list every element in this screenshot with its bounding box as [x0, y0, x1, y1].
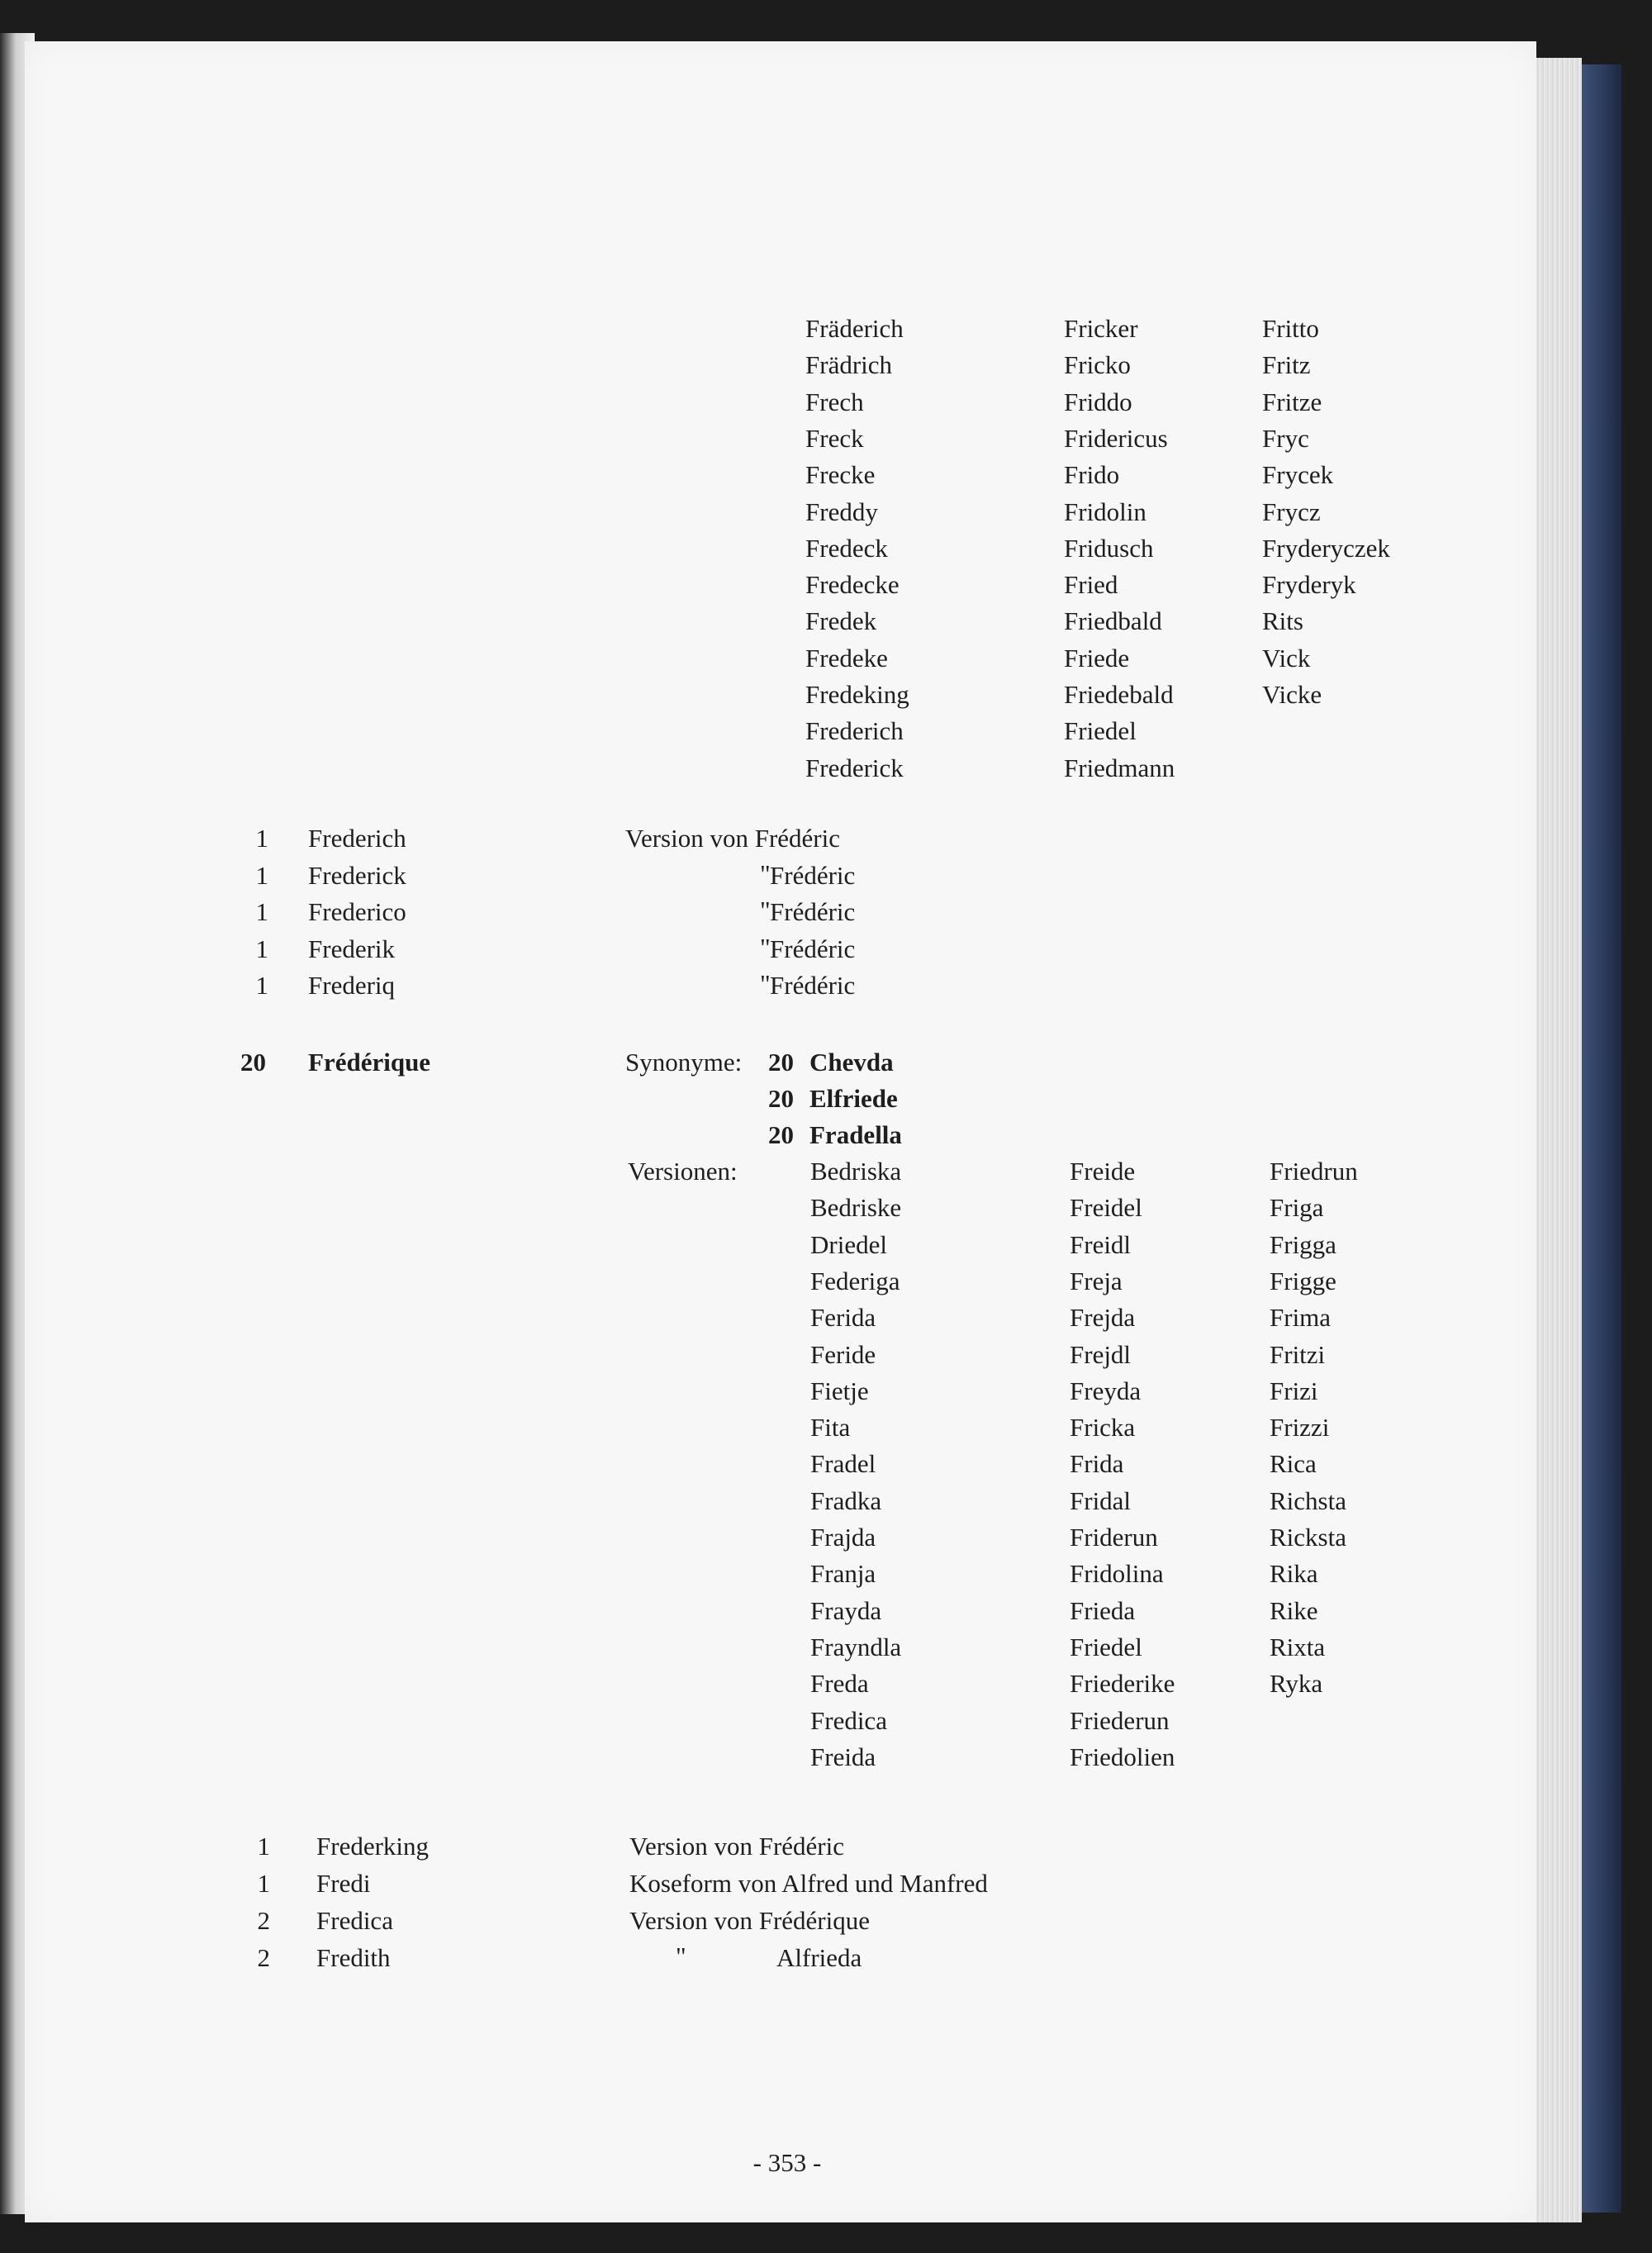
- ditto-mark: ": [760, 969, 771, 998]
- ditto-mark: ": [676, 1942, 686, 1970]
- version-name: Fricka: [1070, 1413, 1136, 1443]
- name-entry: Fridusch: [1064, 533, 1154, 563]
- version-name: Richsta: [1270, 1485, 1346, 1515]
- page-number: - 353 -: [752, 2148, 822, 2177]
- name-count: 1: [255, 971, 268, 1000]
- name-entry: Fryderyk: [1262, 570, 1356, 600]
- name-description: Alfrieda: [776, 1943, 862, 1972]
- page-stack-edge: [1536, 58, 1582, 2222]
- name-entry: Friedbald: [1064, 606, 1162, 636]
- version-name: Freide: [1070, 1157, 1136, 1186]
- version-name: Rike: [1270, 1595, 1318, 1625]
- name-entry: Fried: [1064, 570, 1118, 600]
- version-name: Friedolien: [1070, 1742, 1175, 1771]
- version-name: Franja: [810, 1559, 876, 1589]
- book-cover-edge: [1582, 64, 1621, 2213]
- name-description: Version von Frédéric: [625, 824, 840, 853]
- version-name: Friederun: [1070, 1705, 1170, 1735]
- version-name: Fietje: [810, 1376, 869, 1405]
- version-name: Rika: [1270, 1559, 1318, 1589]
- name-description: Frédéric: [770, 897, 856, 926]
- name-entry: Frädrich: [805, 350, 893, 380]
- version-name: Frieda: [1070, 1595, 1136, 1625]
- name-count: 20: [240, 1048, 266, 1077]
- name-entry: Fryc: [1262, 423, 1309, 453]
- version-name: Fritzi: [1270, 1339, 1326, 1369]
- versions-label: Versionen:: [628, 1157, 738, 1186]
- name-headword: Fredica: [316, 1906, 393, 1935]
- name-entry: Fredek: [805, 606, 877, 636]
- name-entry: Frido: [1064, 460, 1120, 490]
- name-entry: Fritze: [1262, 387, 1322, 416]
- ditto-mark: ": [760, 896, 771, 924]
- name-entry: Frecke: [805, 460, 876, 490]
- name-count: 1: [255, 897, 268, 926]
- version-name: Ricksta: [1270, 1523, 1346, 1552]
- name-headword: Frederiq: [308, 971, 396, 1000]
- name-headword: Fredi: [316, 1869, 371, 1898]
- version-name: Freja: [1070, 1266, 1123, 1295]
- synonym-count: 20: [768, 1048, 794, 1077]
- version-name: Frigga: [1270, 1229, 1336, 1259]
- ditto-mark: ": [760, 932, 771, 962]
- name-count: 2: [257, 1943, 270, 1972]
- name-count: 1: [257, 1869, 270, 1898]
- name-entry: Vicke: [1262, 680, 1322, 709]
- version-name: Bedriska: [810, 1157, 902, 1186]
- name-headword: Fredith: [316, 1943, 391, 1972]
- name-entry: Frederick: [805, 753, 904, 782]
- name-entry: Frycz: [1262, 497, 1321, 526]
- version-name: Friderun: [1070, 1523, 1158, 1552]
- ditto-mark: ": [760, 858, 771, 888]
- version-name: Rica: [1270, 1449, 1317, 1479]
- name-entry: Fricker: [1064, 314, 1138, 343]
- name-headword: Frederik: [308, 934, 396, 963]
- name-entry: Friedmann: [1064, 753, 1175, 782]
- version-name: Frizzi: [1270, 1413, 1330, 1443]
- name-description: Frédéric: [770, 860, 856, 890]
- synonym-name: Fradella: [809, 1120, 902, 1149]
- name-entry: Freck: [805, 423, 864, 453]
- name-entry: Fredeke: [805, 643, 888, 673]
- name-headword: Frederich: [308, 824, 406, 853]
- name-entry: Fredeck: [805, 533, 888, 563]
- synonym-name: Chevda: [809, 1048, 894, 1077]
- version-name: Ferida: [810, 1303, 876, 1333]
- name-count: 1: [255, 860, 268, 890]
- version-name: Frigge: [1270, 1266, 1336, 1295]
- version-name: Freda: [810, 1669, 869, 1699]
- name-entry: Rits: [1262, 606, 1303, 636]
- version-name: Rixta: [1270, 1632, 1326, 1661]
- version-name: Friederike: [1070, 1669, 1175, 1699]
- name-entry: Frederich: [805, 716, 904, 746]
- version-name: Frejda: [1070, 1303, 1136, 1333]
- version-name: Frayda: [810, 1595, 882, 1625]
- name-entry: Frech: [805, 387, 864, 416]
- version-name: Fridal: [1070, 1485, 1132, 1515]
- name-count: 2: [257, 1906, 270, 1935]
- name-count: 1: [255, 934, 268, 963]
- name-count: 1: [257, 1832, 270, 1861]
- synonym-count: 20: [768, 1084, 794, 1113]
- name-entry: Friedel: [1064, 716, 1137, 746]
- version-name: Frajda: [810, 1523, 876, 1552]
- name-entry: Friede: [1064, 643, 1130, 673]
- name-entry: Fryderyczek: [1262, 533, 1390, 563]
- name-description: Version von Frédéric: [629, 1832, 844, 1861]
- name-entry: Friedebald: [1064, 680, 1174, 709]
- name-entry: Fredecke: [805, 570, 900, 600]
- version-name: Freida: [810, 1742, 876, 1771]
- version-name: Frima: [1270, 1303, 1332, 1333]
- name-entry: Fritto: [1262, 314, 1319, 343]
- version-name: Friedel: [1070, 1632, 1142, 1661]
- name-description: Frédéric: [770, 971, 856, 1000]
- version-name: Freidl: [1070, 1229, 1132, 1259]
- synonym-count: 20: [768, 1120, 794, 1149]
- name-description: Version von Frédérique: [629, 1906, 870, 1935]
- version-name: Bedriske: [810, 1193, 902, 1223]
- name-count: 1: [255, 824, 268, 853]
- name-entry: Fridolin: [1064, 497, 1146, 526]
- name-entry: Frycek: [1262, 460, 1334, 490]
- name-entry: Friddo: [1064, 387, 1132, 416]
- version-name: Fridolina: [1070, 1559, 1164, 1589]
- version-name: Fradka: [810, 1485, 882, 1515]
- version-name: Ryka: [1270, 1669, 1323, 1699]
- name-entry: Fridericus: [1064, 423, 1168, 453]
- version-name: Friedrun: [1270, 1157, 1358, 1186]
- name-description: Frédéric: [770, 934, 856, 963]
- synonym-name: Elfriede: [809, 1084, 898, 1113]
- name-entry: Fredeking: [805, 680, 909, 709]
- name-description: Koseform von Alfred und Manfred: [629, 1869, 988, 1898]
- name-entry: Fräderich: [805, 314, 904, 343]
- name-headword: Frédérique: [308, 1048, 431, 1077]
- version-name: Freidel: [1070, 1193, 1142, 1223]
- version-name: Fredica: [810, 1705, 887, 1735]
- version-name: Friga: [1270, 1193, 1324, 1223]
- name-headword: Frederking: [316, 1832, 430, 1861]
- version-name: Fradel: [810, 1449, 876, 1479]
- name-headword: Frederick: [308, 860, 406, 890]
- name-headword: Frederico: [308, 897, 406, 926]
- version-name: Feride: [810, 1339, 876, 1369]
- version-name: Frizi: [1270, 1376, 1318, 1405]
- version-name: Frejdl: [1070, 1339, 1132, 1369]
- name-entry: Fritz: [1262, 350, 1311, 380]
- version-name: Driedel: [810, 1229, 887, 1259]
- version-name: Freyda: [1070, 1376, 1142, 1405]
- version-name: Frida: [1070, 1449, 1124, 1479]
- name-entry: Vick: [1262, 643, 1311, 673]
- name-entry: Freddy: [805, 497, 878, 526]
- version-name: Federiga: [810, 1266, 900, 1295]
- version-name: Frayndla: [810, 1632, 902, 1661]
- synonyms-label: Synonyme:: [625, 1048, 743, 1077]
- name-entry: Fricko: [1064, 350, 1131, 380]
- version-name: Fita: [810, 1413, 851, 1443]
